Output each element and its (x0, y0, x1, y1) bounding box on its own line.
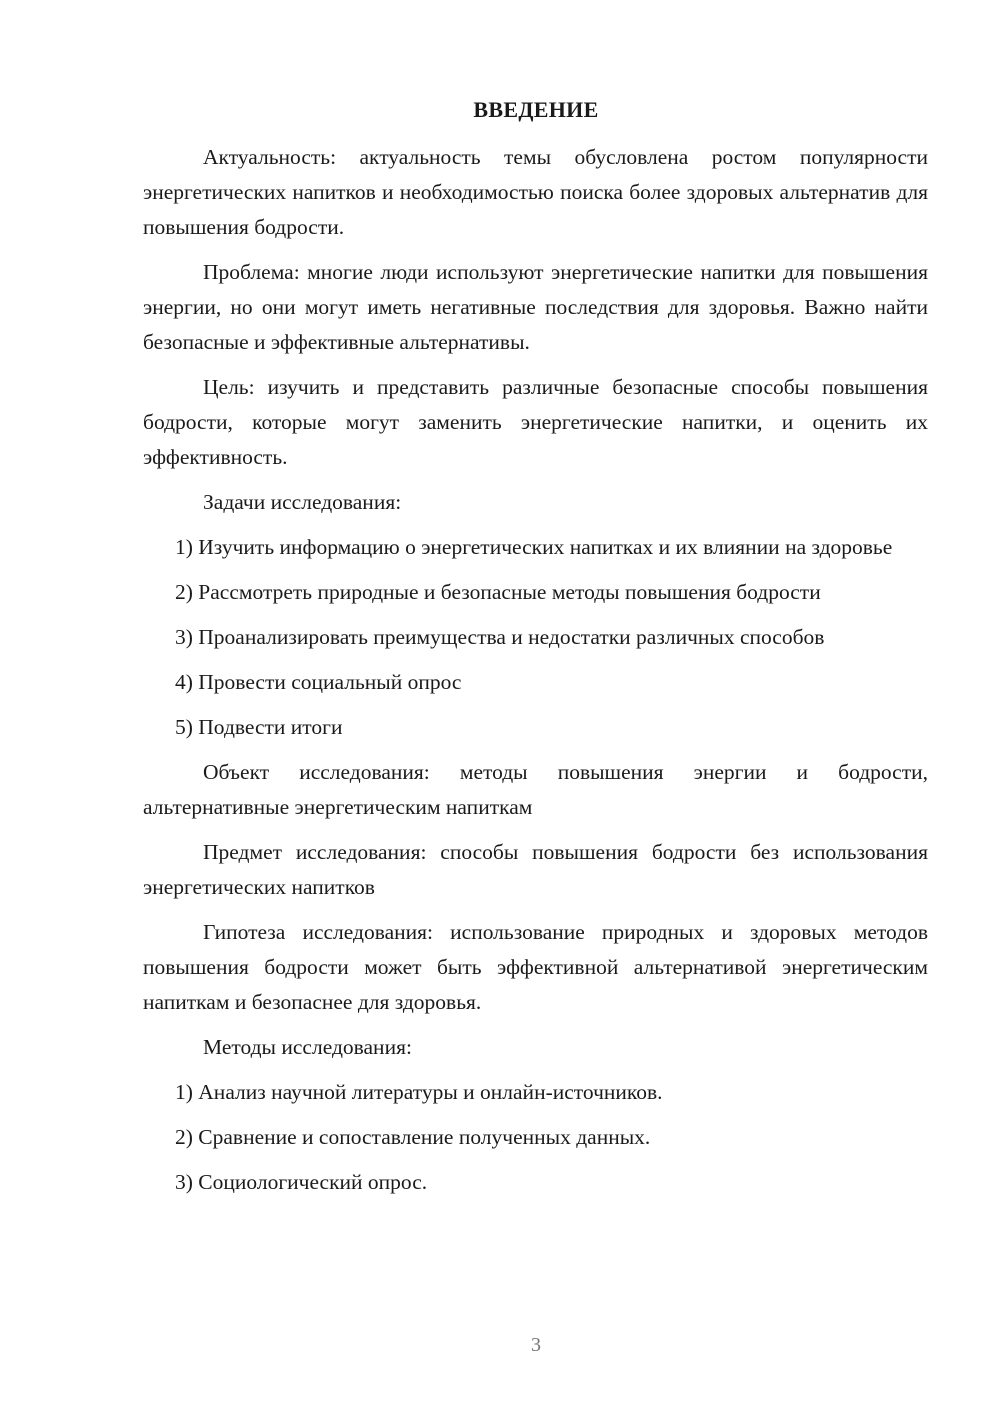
problem-paragraph: Проблема: многие люди используют энергетические напитки для повышения энергии, но они могут иметь негативные последствия для здоровья. Важно найти безопасные и эффективные альтернативы. (143, 260, 928, 354)
body-text (143, 140, 928, 1210)
section-heading: ВВЕДЕНИЕ (473, 97, 599, 122)
method-item: 3) Социологический опрос. (175, 1170, 428, 1194)
method-item: 1) Анализ научной литературы и онлайн-источников. (175, 1080, 663, 1104)
task-item: 5) Подвести итоги (175, 715, 343, 739)
task-item: 1) Изучить информацию о энергетических напитках и их влиянии на здоровье (175, 535, 893, 559)
task-item: 2) Рассмотреть природные и безопасные методы повышения бодрости (175, 580, 821, 604)
subject-paragraph: Предмет исследования: способы повышения бодрости без использования энергетических напитков (143, 840, 928, 899)
page-number: 3 (531, 1334, 541, 1356)
method-item: 2) Сравнение и сопоставление полученных данных. (175, 1125, 651, 1149)
goal-paragraph: Цель: изучить и представить различные безопасные способы повышения бодрости, которые могут заменить энергетические напитки, и оценить их эффективность. (143, 375, 928, 469)
hypothesis-paragraph: Гипотеза исследования: использование природных и здоровых методов повышения бодрости может быть эффективной альтернативой энергетическим напиткам и безопаснее для здоровья. (143, 920, 928, 1014)
task-item: 3) Проанализировать преимущества и недостатки различных способов (175, 625, 825, 649)
task-item: 4) Провести социальный опрос (175, 670, 462, 694)
relevance-paragraph: Актуальность: актуальность темы обусловлена ростом популярности энергетических напитков и необходимостью поиска более здоровых альтернатив для повышения бодрости. (143, 145, 928, 239)
object-paragraph: Объект исследования: методы повышения энергии и бодрости, альтернативные энергетическим напиткам (143, 760, 928, 819)
tasks-heading: Задачи исследования: (203, 490, 402, 514)
methods-heading: Методы исследования: (203, 1035, 412, 1059)
